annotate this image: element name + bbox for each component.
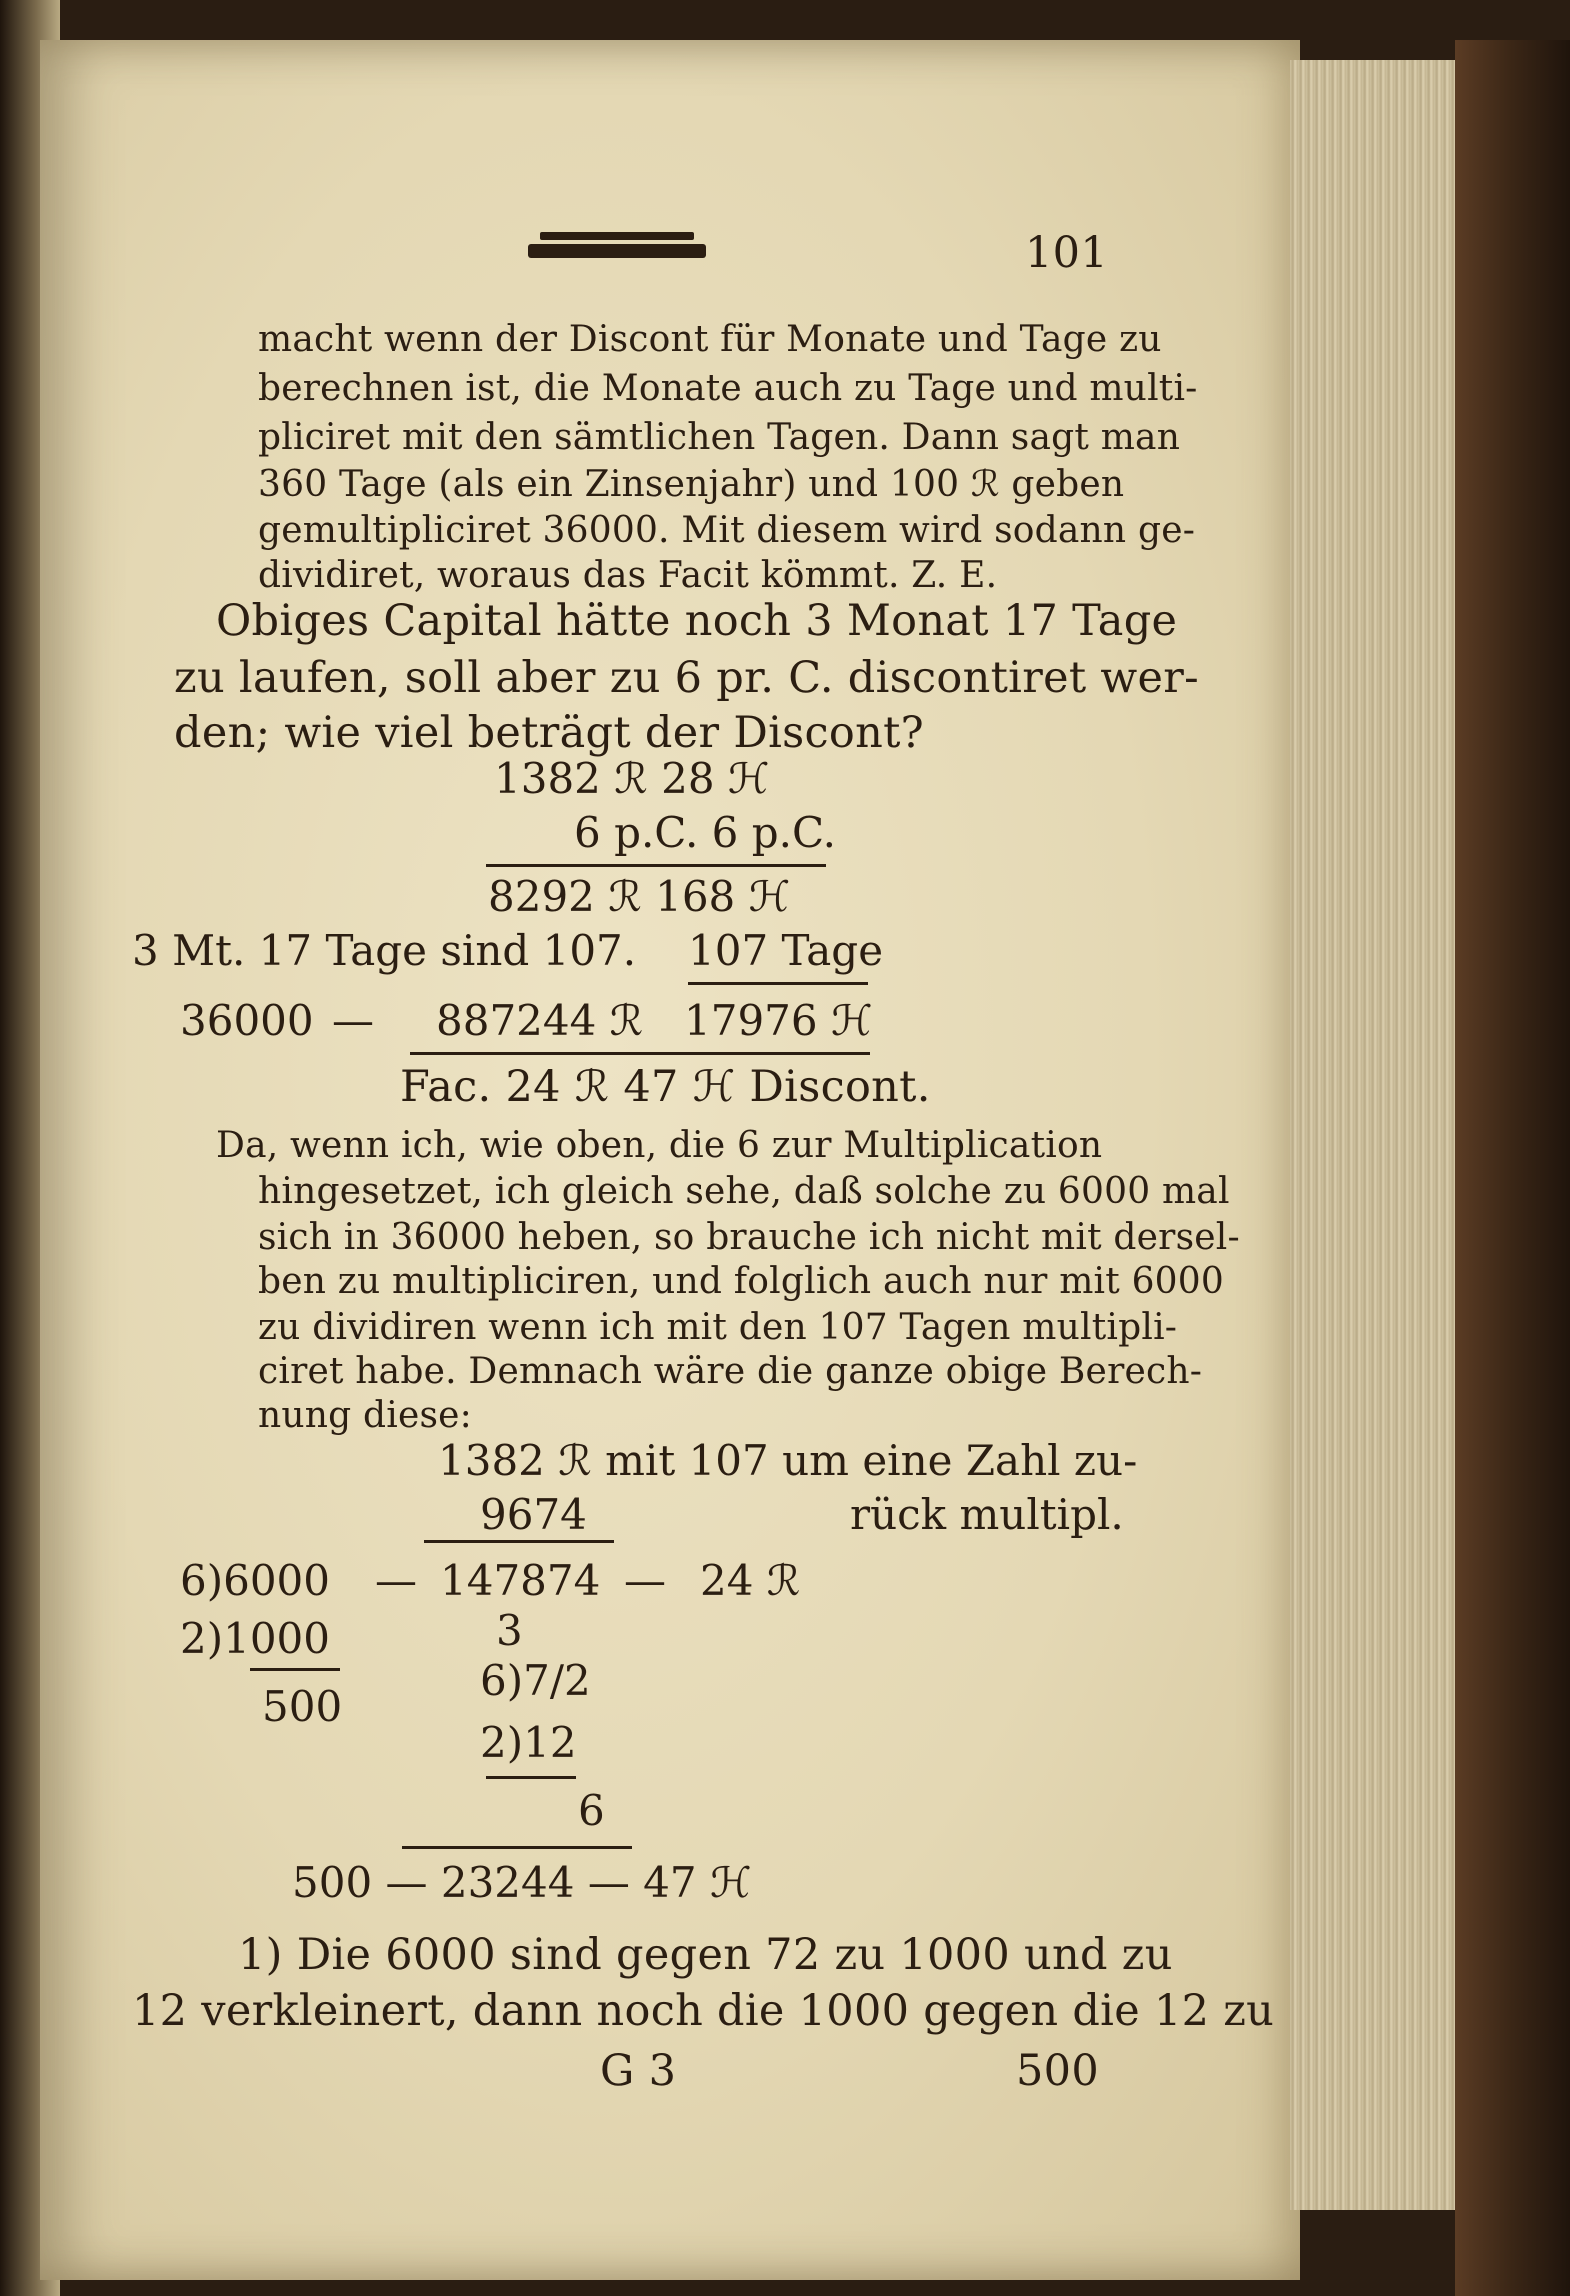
calc2-rule3 xyxy=(486,1776,576,1779)
calc1-rule2 xyxy=(688,982,868,985)
footnote-line2: 12 verkleinert, dann noch die 1000 gegen die 12 zu xyxy=(132,1986,1275,2036)
header-ornament xyxy=(528,244,706,258)
para3-line3: sich in 36000 heben, so brauche ich nicht mit dersel- xyxy=(258,1217,1240,1258)
calc2-line7-mid: 6 xyxy=(578,1786,605,1835)
page-number: 101 xyxy=(1025,228,1108,278)
calc1-row2: 6 p.C. 6 p.C. xyxy=(574,808,836,857)
calc2-rule4 xyxy=(402,1846,632,1849)
calc1-row5-right: 17976 ℋ xyxy=(684,996,873,1045)
signature-mark: G 3 xyxy=(600,2046,677,2096)
para1-line4: 360 Tage (als ein Zinsenjahr) und 100 ℛ geben xyxy=(258,464,1125,505)
calc2-line2-number: 9674 xyxy=(480,1490,587,1539)
calc2-line3-dash2: — xyxy=(624,1556,666,1605)
calc2-line1: 1382 ℛ mit 107 um eine Zahl zu- xyxy=(438,1436,1138,1485)
calc2-line3-mid: 147874 xyxy=(440,1556,601,1605)
para3-line7: nung diese: xyxy=(258,1395,473,1436)
para3-line4: ben zu multipliciren, und folglich auch nur mit 6000 xyxy=(258,1261,1224,1302)
calc2-line4-mid: 3 xyxy=(496,1606,523,1655)
calc2-line2-text: rück multipl. xyxy=(850,1490,1124,1539)
calc2-line3-dash1: — xyxy=(375,1556,417,1605)
para1-line5: gemultipliciret 36000. Mit diesem wird sodann ge- xyxy=(258,510,1196,551)
para3-line2: hingesetzet, ich gleich sehe, daß solche zu 6000 mal xyxy=(258,1171,1230,1212)
para3-line6: ciret habe. Demnach wäre die ganze obige Berech- xyxy=(258,1351,1203,1392)
para3-line1: Da, wenn ich, wie oben, die 6 zur Multiplication xyxy=(216,1125,1103,1166)
header-ornament-top xyxy=(540,232,694,240)
para2-line3: den; wie viel beträgt der Discont? xyxy=(174,708,925,758)
calc1-row4-right: 107 Tage xyxy=(688,926,884,975)
catchword: 500 xyxy=(1016,2046,1099,2096)
para1-line3: pliciret mit den sämtlichen Tagen. Dann sagt man xyxy=(258,417,1181,458)
page-edges xyxy=(1290,60,1462,2210)
calc2-line6-mid: 2)12 xyxy=(480,1718,577,1767)
para2-line2: zu laufen, soll aber zu 6 pr. C. discontiret wer- xyxy=(174,653,1199,703)
calc2-line5-mid: 6)7/2 xyxy=(480,1656,591,1705)
calc1-row3: 8292 ℛ 168 ℋ xyxy=(488,872,791,921)
calc1-row5-left: 36000 xyxy=(180,996,314,1045)
calc1-rule3 xyxy=(410,1052,870,1055)
calc2-line6-left: 500 xyxy=(262,1682,343,1731)
para1-line1: macht wenn der Discont für Monate und Tage zu xyxy=(258,319,1162,360)
para2-line1: Obiges Capital hätte noch 3 Monat 17 Tage xyxy=(216,596,1178,646)
calc2-rule2 xyxy=(250,1668,340,1671)
calc2-line3-left: 6)6000 xyxy=(180,1556,330,1605)
calc2-rule1 xyxy=(424,1540,614,1543)
calc1-row5-mid: 887244 ℛ xyxy=(436,996,644,1045)
calc1-row1: 1382 ℛ 28 ℋ xyxy=(494,754,770,803)
footnote-line1: 1) Die 6000 sind gegen 72 zu 1000 und zu xyxy=(238,1930,1173,1980)
calc1-row4-left: 3 Mt. 17 Tage sind 107. xyxy=(132,926,637,975)
calc1-result: Fac. 24 ℛ 47 ℋ Discont. xyxy=(400,1062,931,1112)
calc1-row5-dash: — xyxy=(332,996,374,1045)
calc2-line3-right: 24 ℛ xyxy=(700,1556,801,1605)
calc1-rule1 xyxy=(486,864,826,867)
calc2-line8: 500 — 23244 — 47 ℋ xyxy=(292,1858,752,1907)
book-cover-edge xyxy=(1455,40,1570,2296)
para1-line2: berechnen ist, die Monate auch zu Tage und multi- xyxy=(258,368,1198,409)
para1-line6: dividiret, woraus das Facit kömmt. Z. E. xyxy=(258,555,998,596)
calc2-line4-left: 2)1000 xyxy=(180,1614,330,1663)
para3-line5: zu dividiren wenn ich mit den 107 Tagen multipli- xyxy=(258,1307,1178,1348)
